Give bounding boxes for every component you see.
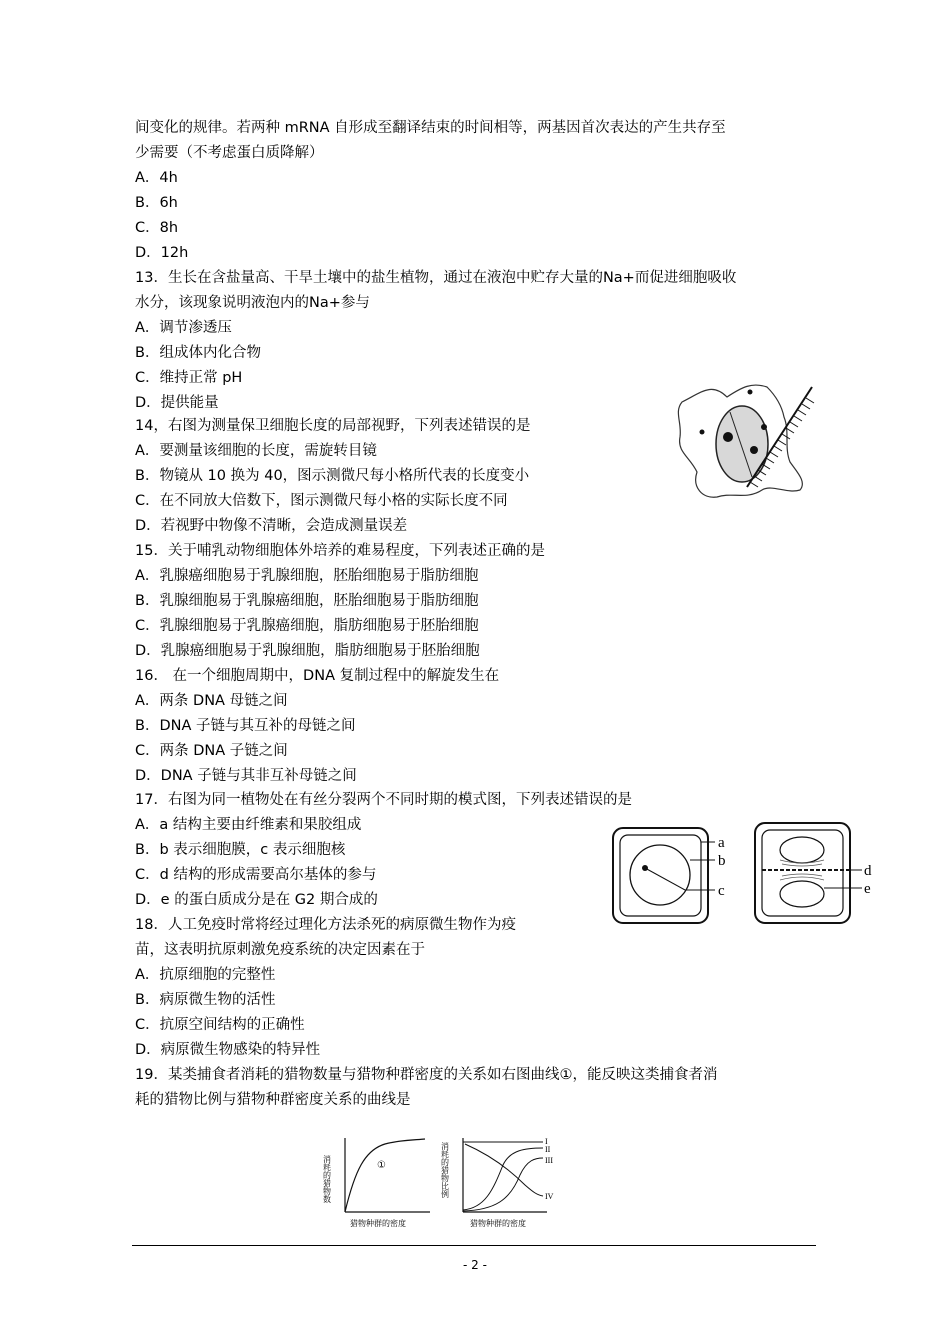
question-15: 15．关于哺乳动物细胞体外培养的难易程度，下列表述正确的是 xyxy=(135,543,545,559)
question-19: 19．某类捕食者消耗的猎物数量与猎物种群密度的关系如右图曲线①，能反映这类捕食者消 xyxy=(135,1067,718,1083)
label-c: c xyxy=(718,883,725,899)
option: C．维持正常 pH xyxy=(135,370,243,386)
option: C．乳腺细胞易于乳腺癌细胞，脂肪细胞易于胚胎细胞 xyxy=(135,618,479,634)
option: B．物镜从 10 换为 40，图示测微尺每小格所代表的长度变小 xyxy=(135,468,530,484)
footer-rule xyxy=(132,1245,816,1246)
option: A．乳腺癌细胞易于乳腺细胞，胚胎细胞易于脂肪细胞 xyxy=(135,568,479,584)
right-xlabel: 猎物种群的密度 xyxy=(470,1219,526,1228)
option: B．DNA 子链与其互补的母链之间 xyxy=(135,718,356,734)
option: B．6h xyxy=(135,195,178,211)
option: B．乳腺细胞易于乳腺癌细胞，胚胎细胞易于脂肪细胞 xyxy=(135,593,479,609)
text-line: 苗，这表明抗原刺激免疫系统的决定因素在于 xyxy=(135,942,425,958)
option: C．抗原空间结构的正确性 xyxy=(135,1017,305,1033)
option: D．若视野中物像不清晰，会造成测量误差 xyxy=(135,518,408,534)
text-line: 耗的猎物比例与猎物种群密度关系的曲线是 xyxy=(135,1092,411,1108)
option: A．抗原细胞的完整性 xyxy=(135,967,276,983)
curve-I-label: I xyxy=(545,1137,548,1146)
predation-curves-figure xyxy=(322,1130,565,1235)
option: C．两条 DNA 子链之间 xyxy=(135,743,288,759)
option: D．提供能量 xyxy=(135,395,219,411)
question-17: 17．右图为同一植物处在有丝分裂两个不同时期的模式图，下列表述错误的是 xyxy=(135,792,632,808)
question-16: 16． 在一个细胞周期中，DNA 复制过程中的解旋发生在 xyxy=(135,668,500,684)
label-b: b xyxy=(718,853,726,869)
question-18: 18．人工免疫时常将经过理化方法杀死的病原微生物作为疫 xyxy=(135,917,516,933)
label-a: a xyxy=(718,835,725,851)
curve-II-label: II xyxy=(545,1145,551,1154)
question-13: 13．生长在含盐量高、干旱土壤中的盐生植物，通过在液泡中贮存大量的Na+而促进细胞吸收 xyxy=(135,270,737,286)
curve-1-label: ① xyxy=(377,1160,386,1171)
option: A．调节渗透压 xyxy=(135,320,232,336)
option: A．要测量该细胞的长度，需旋转目镜 xyxy=(135,443,377,459)
guard-cell-micrometer-figure xyxy=(672,372,822,507)
right-ylabel: 消耗的猎物比例 xyxy=(440,1142,450,1198)
option: B．b 表示细胞膜，c 表示细胞核 xyxy=(135,842,346,858)
option: C．d 结构的形成需要高尔基体的参与 xyxy=(135,867,377,883)
label-e: e xyxy=(864,881,871,897)
question-14: 14，右图为测量保卫细胞长度的局部视野，下列表述错误的是 xyxy=(135,418,531,434)
curve-III-label: III xyxy=(545,1156,553,1165)
option: A．两条 DNA 母链之间 xyxy=(135,693,288,709)
option: C．在不同放大倍数下，图示测微尺每小格的实际长度不同 xyxy=(135,493,508,509)
text-line: 间变化的规律。若两种 mRNA 自形成至翻译结束的时间相等，两基因首次表达的产生共存至 xyxy=(135,120,726,136)
mitosis-cells-figure xyxy=(610,820,880,925)
text-line: 少需要（不考虑蛋白质降解） xyxy=(135,145,324,161)
option: D．DNA 子链与其非互补母链之间 xyxy=(135,768,357,784)
left-xlabel: 猎物种群的密度 xyxy=(350,1219,406,1228)
option: D．乳腺癌细胞易于乳腺细胞，脂肪细胞易于胚胎细胞 xyxy=(135,643,480,659)
option: B．病原微生物的活性 xyxy=(135,992,276,1008)
option: D．病原微生物感染的特异性 xyxy=(135,1042,321,1058)
curve-IV-label: IV xyxy=(545,1192,554,1201)
page-number: - 2 - xyxy=(463,1258,487,1272)
option: D．e 的蛋白质成分是在 G2 期合成的 xyxy=(135,892,378,908)
option: A．a 结构主要由纤维素和果胶组成 xyxy=(135,817,362,833)
option: D．12h xyxy=(135,245,189,261)
option: B．组成体内化合物 xyxy=(135,345,261,361)
label-d: d xyxy=(864,863,872,879)
option: A．4h xyxy=(135,170,178,186)
left-ylabel: 消耗的猎物数 xyxy=(322,1155,332,1203)
text-line: 水分，该现象说明液泡内的Na+参与 xyxy=(135,295,370,311)
option: C．8h xyxy=(135,220,179,236)
